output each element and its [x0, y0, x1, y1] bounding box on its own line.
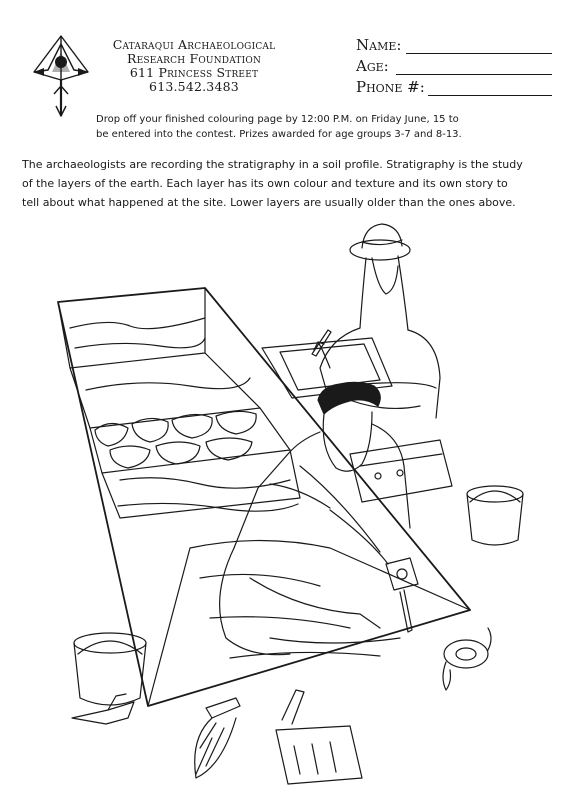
- phone-blank-line[interactable]: [428, 95, 552, 96]
- dustpan-icon: [276, 690, 362, 784]
- bucket-icon: [74, 633, 146, 705]
- measuring-tape-icon: [443, 628, 491, 690]
- phone-label: Phone #:: [356, 78, 425, 96]
- description-line: The archaeologists are recording the stratigraphy in a soil profile. Stratigraphy is the study: [22, 158, 523, 171]
- brush-icon: [195, 698, 240, 778]
- excavation-illustration: [0, 218, 575, 800]
- bucket-icon: [467, 486, 523, 545]
- name-field[interactable]: [356, 36, 556, 57]
- org-name-line-2: Research Foundation: [126, 51, 262, 66]
- contest-line: be entered into the contest. Prizes awarded for age groups 3-7 and 8-13.: [96, 129, 462, 140]
- contest-line: Drop off your finished colouring page by 12:00 P.M. on Friday June, 15 to: [96, 114, 459, 125]
- name-label: Name:: [356, 36, 402, 54]
- org-address: 611 Princess Street: [129, 65, 259, 80]
- phone-field[interactable]: [356, 78, 556, 99]
- contest-instructions: [96, 112, 536, 142]
- organization-info: [94, 38, 294, 94]
- description-line: of the layers of the earth. Each layer has its own colour and texture and its own story to: [22, 177, 508, 190]
- description-line: tell about what happened at the site. Lower layers are usually older than the ones above.: [22, 196, 516, 209]
- name-blank-line[interactable]: [406, 53, 552, 54]
- stratigraphy-description: [22, 155, 558, 212]
- entry-form: [356, 36, 556, 99]
- foundation-logo: [30, 32, 92, 122]
- org-name-line-1: Cataraqui Archaeological: [112, 37, 276, 52]
- age-label: Age:: [356, 57, 389, 75]
- age-blank-line[interactable]: [396, 74, 552, 75]
- org-phone: 613.542.3483: [149, 79, 239, 94]
- age-field[interactable]: [356, 57, 556, 78]
